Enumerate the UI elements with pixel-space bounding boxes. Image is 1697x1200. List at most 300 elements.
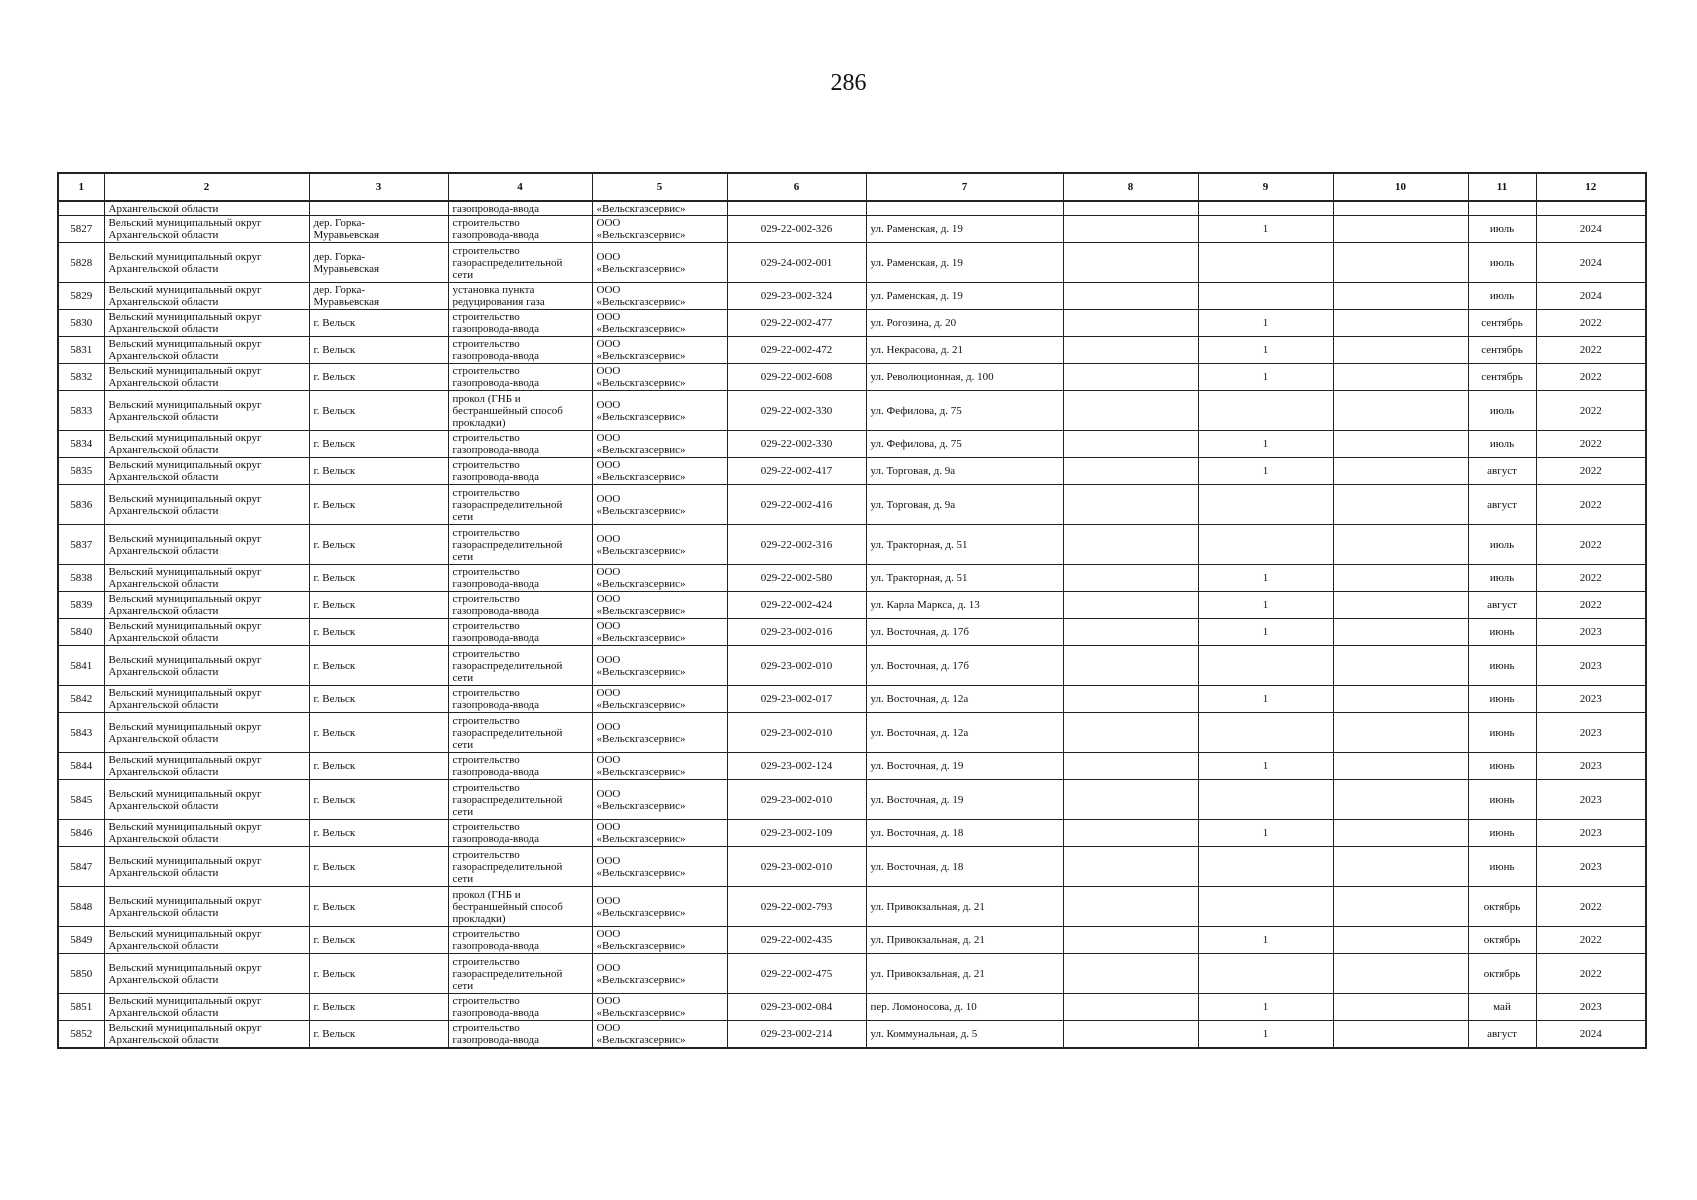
- table-cell: 5839: [58, 592, 104, 619]
- cell-line: ООО: [596, 492, 621, 505]
- cell-line: г. Вельск: [313, 827, 356, 839]
- table-row: [58, 820, 1646, 847]
- table-cell: июль: [1468, 243, 1536, 283]
- table-cell: 1: [1198, 216, 1333, 243]
- cell-line: газопровода-ввода: [452, 766, 539, 778]
- table-cell: [448, 753, 592, 780]
- cell-line: сети: [452, 979, 474, 992]
- table-cell: [104, 485, 309, 525]
- table-cell: август: [1468, 485, 1536, 525]
- table-cell: 029-23-002-109: [727, 820, 866, 847]
- cell-line: строительство: [452, 244, 520, 257]
- cell-line: ООО: [596, 432, 621, 444]
- cell-line: Вельский муниципальный округ: [108, 787, 262, 800]
- cell-line: Архангельской области: [108, 732, 219, 745]
- cell-line: ООО: [596, 854, 621, 867]
- table-cell: [1063, 431, 1198, 458]
- column-header: 11: [1468, 173, 1536, 201]
- table-cell: [592, 431, 727, 458]
- table-cell: [1333, 565, 1468, 592]
- cell-line: Архангельской области: [108, 665, 219, 678]
- table-cell: [1333, 525, 1468, 565]
- table-cell: 029-22-002-330: [727, 391, 866, 431]
- table-cell: 2022: [1536, 592, 1646, 619]
- table-cell: 029-23-002-010: [727, 847, 866, 887]
- table-cell: [1063, 887, 1198, 927]
- cell-line: Вельский муниципальный округ: [108, 338, 262, 350]
- table-cell: [592, 927, 727, 954]
- cell-line: «Вельскгазсервис»: [596, 350, 686, 362]
- cell-line: Вельский муниципальный округ: [108, 217, 262, 229]
- table-cell: [1063, 283, 1198, 310]
- table-cell: [104, 820, 309, 847]
- column-header: 1: [58, 173, 104, 201]
- table-cell: [1333, 927, 1468, 954]
- table-cell: [1063, 686, 1198, 713]
- cell-line: г. Вельск: [313, 793, 356, 806]
- table-cell: [448, 686, 592, 713]
- table-cell: [1333, 887, 1468, 927]
- table-cell: 5828: [58, 243, 104, 283]
- cell-line: «Вельскгазсервис»: [596, 377, 686, 389]
- table-cell: июль: [1468, 391, 1536, 431]
- table-cell: [1333, 458, 1468, 485]
- table-cell: [309, 364, 448, 391]
- cell-line: газопровода-ввода: [452, 833, 539, 845]
- table-cell: 029-23-002-016: [727, 619, 866, 646]
- cell-line: «Вельскгазсервис»: [596, 262, 686, 275]
- table-cell: [448, 713, 592, 753]
- table-cell: [448, 592, 592, 619]
- cell-line: Архангельской области: [108, 906, 219, 919]
- table-row: [58, 847, 1646, 887]
- table-cell: [104, 310, 309, 337]
- cell-line: «Вельскгазсервис»: [596, 632, 686, 644]
- column-number-row: [58, 173, 1646, 201]
- cell-line: газораспределительной: [452, 726, 563, 739]
- table-cell: [448, 310, 592, 337]
- table-cell: 5849: [58, 927, 104, 954]
- table-cell: [309, 283, 448, 310]
- cell-line: газораспределительной: [452, 256, 563, 269]
- cell-line: бестраншейный способ: [452, 900, 563, 913]
- cell-line: г. Вельск: [313, 344, 356, 356]
- table-cell: 2022: [1536, 337, 1646, 364]
- table-cell: [1333, 337, 1468, 364]
- table-cell: [104, 619, 309, 646]
- continuation-row: [58, 201, 1646, 216]
- cell-line: ООО: [596, 928, 621, 940]
- table-cell: [104, 780, 309, 820]
- table-cell: ул. Коммунальная, д. 5: [866, 1021, 1063, 1049]
- table-cell: 029-23-002-124: [727, 753, 866, 780]
- cell-line: Вельский муниципальный округ: [108, 995, 262, 1007]
- cell-line: газораспределительной: [452, 659, 563, 672]
- table-cell: 1: [1198, 619, 1333, 646]
- table-cell: [309, 780, 448, 820]
- cell-line: строительство: [452, 486, 520, 499]
- cell-line: г. Вельск: [313, 498, 356, 511]
- table-row: [58, 458, 1646, 485]
- table-cell: [448, 927, 592, 954]
- table-cell: [104, 458, 309, 485]
- table-cell: июль: [1468, 216, 1536, 243]
- table-cell: 2023: [1536, 646, 1646, 686]
- table-cell: 029-23-002-214: [727, 1021, 866, 1049]
- cell-line: газораспределительной: [452, 793, 563, 806]
- table-cell: июль: [1468, 565, 1536, 592]
- cell-line: Вельский муниципальный округ: [108, 492, 262, 505]
- table-cell: ул. Восточная, д. 19: [866, 753, 1063, 780]
- table-cell: [1333, 847, 1468, 887]
- table-cell: [592, 994, 727, 1021]
- table-cell: август: [1468, 1021, 1536, 1049]
- table-cell: 029-22-002-417: [727, 458, 866, 485]
- table-cell: 029-24-002-001: [727, 243, 866, 283]
- table-cell: 2022: [1536, 887, 1646, 927]
- cell-line: Вельский муниципальный округ: [108, 961, 262, 974]
- table-cell: [309, 216, 448, 243]
- table-cell: июль: [1468, 431, 1536, 458]
- cell-line: «Вельскгазсервис»: [596, 471, 686, 483]
- cell-line: газораспределительной: [452, 498, 563, 511]
- table-cell: [1063, 1021, 1198, 1049]
- table-cell: 5830: [58, 310, 104, 337]
- table-cell: [104, 1021, 309, 1049]
- table-cell: ул. Восточная, д. 17б: [866, 619, 1063, 646]
- table-cell: [1333, 1021, 1468, 1049]
- cell-line: Вельский муниципальный округ: [108, 653, 262, 666]
- cell-line: «Вельскгазсервис»: [596, 833, 686, 845]
- cell-line: строительство: [452, 928, 520, 940]
- table-cell: [309, 619, 448, 646]
- cell-line: Вельский муниципальный округ: [108, 894, 262, 907]
- table-cell: [592, 364, 727, 391]
- cell-line: ООО: [596, 365, 621, 377]
- table-cell: 2022: [1536, 565, 1646, 592]
- table-cell: ул. Тракторная, д. 51: [866, 525, 1063, 565]
- table-cell: июнь: [1468, 686, 1536, 713]
- cell-line: Архангельской области: [108, 296, 219, 308]
- table-cell: 2022: [1536, 525, 1646, 565]
- table-cell: [592, 525, 727, 565]
- cell-line: «Вельскгазсервис»: [596, 578, 686, 590]
- cell-line: Вельский муниципальный округ: [108, 1022, 262, 1034]
- column-header: 4: [448, 173, 592, 201]
- cell-line: «Вельскгазсервис»: [596, 665, 686, 678]
- table-cell: май: [1468, 994, 1536, 1021]
- cell-line: ООО: [596, 284, 621, 296]
- table-cell: 2022: [1536, 458, 1646, 485]
- cell-line: Архангельской области: [108, 410, 219, 423]
- table-cell: [104, 713, 309, 753]
- cell-line: строительство: [452, 620, 520, 632]
- cell-line: Архангельской области: [108, 377, 219, 389]
- table-cell: сентябрь: [1468, 310, 1536, 337]
- table-cell: 5833: [58, 391, 104, 431]
- table-cell: 1: [1198, 337, 1333, 364]
- table-cell: [104, 646, 309, 686]
- cell-line: газопровода-ввода: [452, 229, 539, 241]
- table-cell: [448, 646, 592, 686]
- table-cell: [309, 927, 448, 954]
- table-cell: [1536, 201, 1646, 216]
- table-cell: 2023: [1536, 820, 1646, 847]
- cell-line: ООО: [596, 217, 621, 229]
- table-cell: [309, 337, 448, 364]
- table-cell: [1063, 391, 1198, 431]
- table-cell: [592, 391, 727, 431]
- cell-line: Вельский муниципальный округ: [108, 365, 262, 377]
- table-cell: ул. Тракторная, д. 51: [866, 565, 1063, 592]
- table-cell: [592, 780, 727, 820]
- table-cell: 029-22-002-316: [727, 525, 866, 565]
- table-cell: [1063, 243, 1198, 283]
- table-cell: [448, 820, 592, 847]
- table-cell: [1198, 485, 1333, 525]
- table-cell: [448, 565, 592, 592]
- table-cell: 029-22-002-475: [727, 954, 866, 994]
- cell-line: прокол (ГНБ и: [452, 392, 521, 405]
- cell-line: прокол (ГНБ и: [452, 888, 521, 901]
- table-cell: [448, 364, 592, 391]
- cell-line: Архангельской области: [108, 578, 219, 590]
- cell-line: Архангельской области: [108, 940, 219, 952]
- table-cell: ул. Некрасова, д. 21: [866, 337, 1063, 364]
- column-header: 10: [1333, 173, 1468, 201]
- cell-line: газопровода-ввода: [452, 605, 539, 617]
- table-cell: 1: [1198, 364, 1333, 391]
- cell-line: прокладки): [452, 912, 506, 925]
- cell-line: г. Вельск: [313, 1001, 356, 1013]
- table-cell: [448, 391, 592, 431]
- table-row: [58, 565, 1646, 592]
- cell-line: ООО: [596, 593, 621, 605]
- cell-line: г. Вельск: [313, 726, 356, 739]
- cell-line: ООО: [596, 1022, 621, 1034]
- table-cell: [592, 954, 727, 994]
- table-cell: ул. Восточная, д. 12а: [866, 686, 1063, 713]
- table-cell: ул. Торговая, д. 9а: [866, 485, 1063, 525]
- table-cell: 029-23-002-010: [727, 780, 866, 820]
- table-cell: пер. Ломоносова, д. 10: [866, 994, 1063, 1021]
- cell-line: Архангельской области: [108, 866, 219, 879]
- table-cell: 2024: [1536, 283, 1646, 310]
- table-cell: [592, 283, 727, 310]
- table-cell: [448, 847, 592, 887]
- table-cell: 029-23-002-084: [727, 994, 866, 1021]
- cell-line: газопровода-ввода: [452, 940, 539, 952]
- table-cell: ул. Привокзальная, д. 21: [866, 927, 1063, 954]
- cell-line: «Вельскгазсервис»: [596, 296, 686, 308]
- table-cell: [592, 592, 727, 619]
- table-cell: 1: [1198, 592, 1333, 619]
- table-cell: [592, 713, 727, 753]
- table-row: [58, 646, 1646, 686]
- cell-line: газопровода-ввода: [452, 1007, 539, 1019]
- table-cell: 1: [1198, 927, 1333, 954]
- cell-line: Вельский муниципальный округ: [108, 459, 262, 471]
- table-cell: [104, 887, 309, 927]
- cell-line: строительство: [452, 593, 520, 605]
- table-cell: 029-22-002-477: [727, 310, 866, 337]
- table-row: [58, 431, 1646, 458]
- table-cell: [592, 646, 727, 686]
- table-cell: ул. Привокзальная, д. 21: [866, 887, 1063, 927]
- cell-line: Архангельской области: [108, 229, 219, 241]
- table-cell: [592, 458, 727, 485]
- table-row: [58, 954, 1646, 994]
- cell-line: г. Вельск: [313, 572, 356, 584]
- table-cell: 5847: [58, 847, 104, 887]
- table-cell: 5836: [58, 485, 104, 525]
- table-cell: [104, 243, 309, 283]
- cell-line: Архангельской области: [108, 504, 219, 517]
- table-cell: [1198, 646, 1333, 686]
- cell-line: Вельский муниципальный округ: [108, 593, 262, 605]
- table-cell: [1198, 283, 1333, 310]
- table-cell: [104, 431, 309, 458]
- table-cell: [448, 283, 592, 310]
- table-cell: [1063, 927, 1198, 954]
- column-header: 5: [592, 173, 727, 201]
- table-cell: [1063, 364, 1198, 391]
- table-cell: 5842: [58, 686, 104, 713]
- table-cell: [1063, 201, 1198, 216]
- table-cell: [1333, 954, 1468, 994]
- table-cell: [1063, 565, 1198, 592]
- table-cell: 5851: [58, 994, 104, 1021]
- table-cell: октябрь: [1468, 954, 1536, 994]
- table-cell: 5843: [58, 713, 104, 753]
- cell-line: ООО: [596, 821, 621, 833]
- table-cell: июнь: [1468, 780, 1536, 820]
- table-cell: [104, 994, 309, 1021]
- cell-line: ООО: [596, 720, 621, 733]
- table-row: [58, 310, 1646, 337]
- table-cell: [1198, 391, 1333, 431]
- table-cell: [592, 337, 727, 364]
- table-cell: 2022: [1536, 485, 1646, 525]
- table-cell: ул. Раменская, д. 19: [866, 243, 1063, 283]
- cell-line: «Вельскгазсервис»: [596, 766, 686, 778]
- cell-line: г. Вельск: [313, 659, 356, 672]
- cell-line: строительство: [452, 955, 520, 968]
- column-header: 8: [1063, 173, 1198, 201]
- cell-line: прокладки): [452, 416, 506, 429]
- table-cell: [448, 994, 592, 1021]
- cell-line: Вельский муниципальный округ: [108, 620, 262, 632]
- table-cell: [309, 458, 448, 485]
- table-row: [58, 485, 1646, 525]
- table-cell: [1333, 391, 1468, 431]
- table-cell: ул. Восточная, д. 12а: [866, 713, 1063, 753]
- cell-line: г. Вельск: [313, 438, 356, 450]
- table-cell: [1333, 619, 1468, 646]
- cell-line: строительство: [452, 754, 520, 766]
- table-cell: [1198, 780, 1333, 820]
- table-cell: [104, 565, 309, 592]
- table-cell: ул. Фефилова, д. 75: [866, 431, 1063, 458]
- table-cell: [1333, 686, 1468, 713]
- column-header: 2: [104, 173, 309, 201]
- table-cell: 5846: [58, 820, 104, 847]
- table-cell: ул. Раменская, д. 19: [866, 216, 1063, 243]
- cell-line: Вельский муниципальный округ: [108, 687, 262, 699]
- table-cell: июнь: [1468, 847, 1536, 887]
- cell-line: Муравьевская: [313, 262, 380, 275]
- cell-line: установка пункта: [452, 284, 535, 296]
- table-cell: 2023: [1536, 994, 1646, 1021]
- table-cell: [309, 243, 448, 283]
- table-cell: [309, 310, 448, 337]
- table-cell: 029-22-002-326: [727, 216, 866, 243]
- cell-line: г. Вельск: [313, 626, 356, 638]
- table-cell: [727, 201, 866, 216]
- table-cell: [448, 619, 592, 646]
- table-cell: 5838: [58, 565, 104, 592]
- table-cell: [592, 847, 727, 887]
- table-cell: 5835: [58, 458, 104, 485]
- cell-line: ООО: [596, 961, 621, 974]
- table-cell: газопровода-ввода: [448, 201, 592, 216]
- table-cell: 2022: [1536, 364, 1646, 391]
- cell-line: Муравьевская: [313, 229, 380, 241]
- cell-line: «Вельскгазсервис»: [596, 1034, 686, 1046]
- table-cell: [592, 887, 727, 927]
- table-cell: [104, 216, 309, 243]
- table-row: [58, 337, 1646, 364]
- table-cell: [1198, 243, 1333, 283]
- table-cell: 2024: [1536, 216, 1646, 243]
- table-cell: 029-23-002-010: [727, 646, 866, 686]
- table-cell: [1063, 954, 1198, 994]
- table-cell: [309, 954, 448, 994]
- table-cell: [309, 485, 448, 525]
- cell-line: строительство: [452, 687, 520, 699]
- table-cell: 1: [1198, 431, 1333, 458]
- table-cell: [309, 847, 448, 887]
- table-cell: 029-22-002-416: [727, 485, 866, 525]
- table-body: [58, 201, 1646, 1048]
- cell-line: «Вельскгазсервис»: [596, 544, 686, 557]
- cell-line: газопровода-ввода: [452, 471, 539, 483]
- table-row: [58, 686, 1646, 713]
- cell-line: «Вельскгазсервис»: [596, 1007, 686, 1019]
- table-cell: [58, 201, 104, 216]
- cell-line: ООО: [596, 566, 621, 578]
- cell-line: газопровода-ввода: [452, 578, 539, 590]
- table-cell: [1333, 994, 1468, 1021]
- cell-line: «Вельскгазсервис»: [596, 799, 686, 812]
- table-cell: ул. Фефилова, д. 75: [866, 391, 1063, 431]
- table-cell: [104, 391, 309, 431]
- cell-line: «Вельскгазсервис»: [596, 444, 686, 456]
- cell-line: Архангельской области: [108, 799, 219, 812]
- table-cell: 2023: [1536, 619, 1646, 646]
- table-cell: 5852: [58, 1021, 104, 1049]
- cell-line: Архангельской области: [108, 262, 219, 275]
- cell-line: дер. Горка-: [313, 250, 366, 263]
- table-cell: [309, 1021, 448, 1049]
- cell-line: ООО: [596, 687, 621, 699]
- table-cell: 029-22-002-608: [727, 364, 866, 391]
- table-cell: июнь: [1468, 646, 1536, 686]
- cell-line: строительство: [452, 526, 520, 539]
- cell-line: строительство: [452, 647, 520, 660]
- table-row: [58, 780, 1646, 820]
- cell-line: ООО: [596, 338, 621, 350]
